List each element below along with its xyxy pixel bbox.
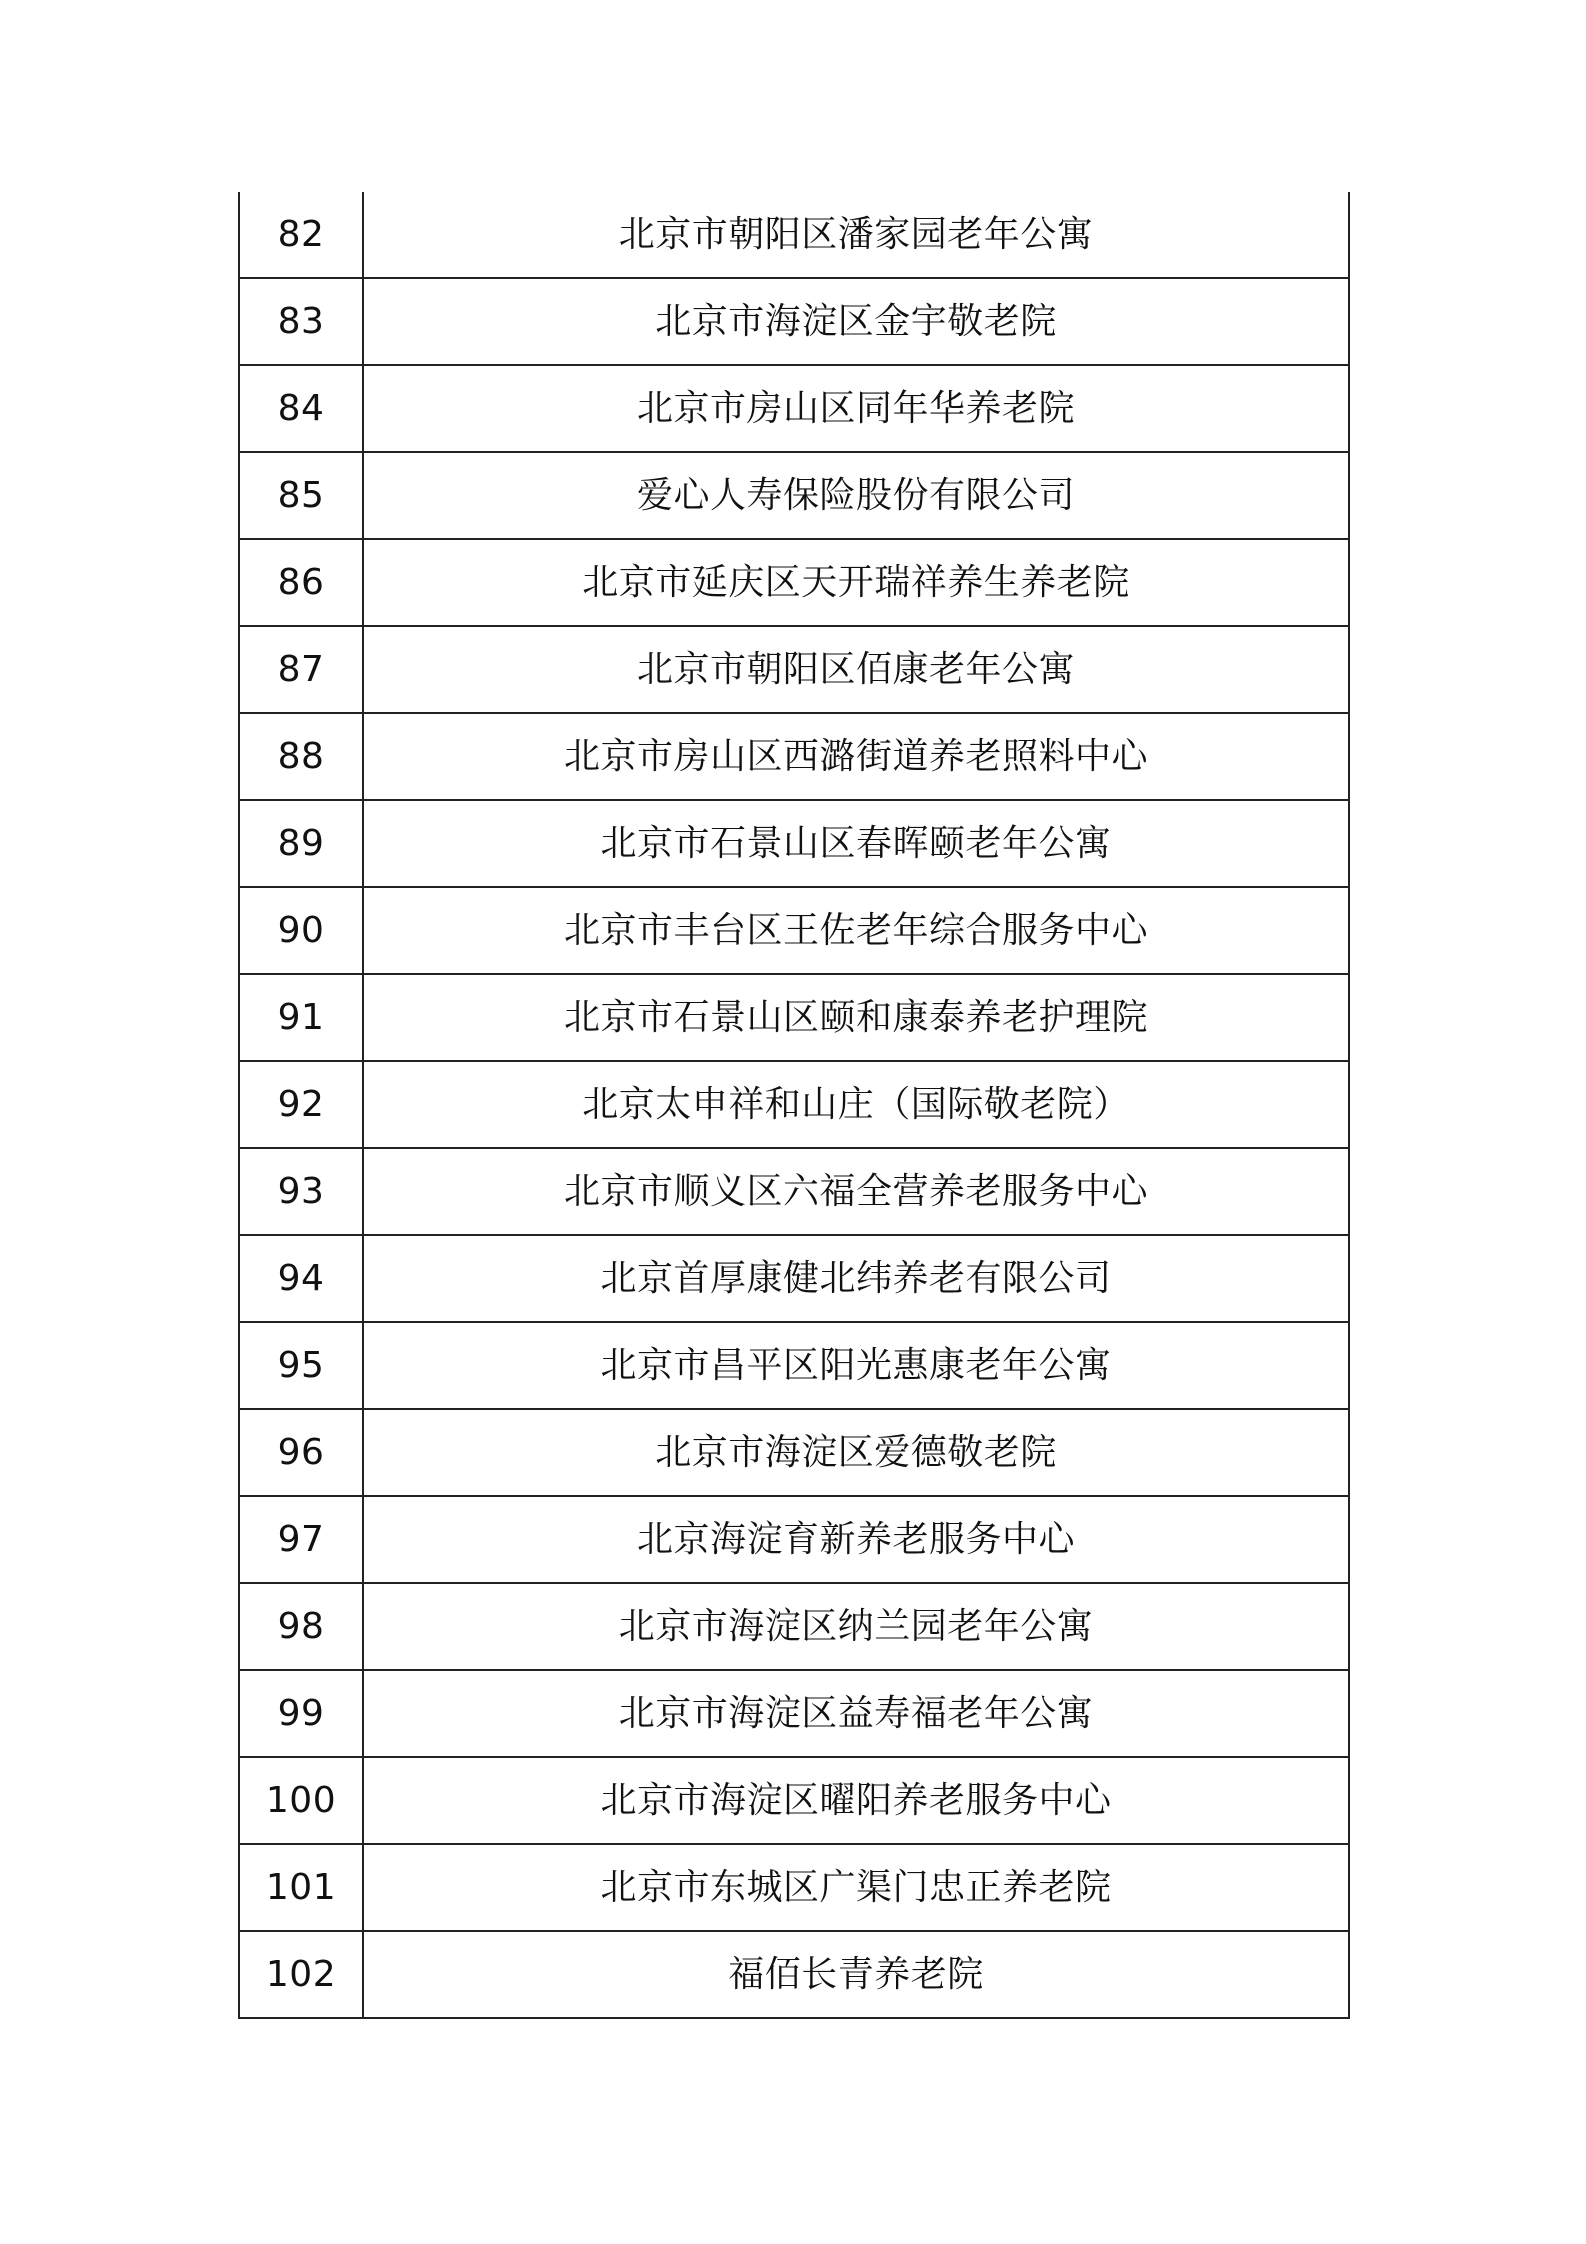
institution-name-cell: 北京首厚康健北纬养老有限公司: [363, 1235, 1349, 1322]
table-row: [239, 1496, 1349, 1583]
institution-name-cell: 北京市海淀区益寿福老年公寓: [363, 1670, 1349, 1757]
institution-name-cell: 北京市丰台区王佐老年综合服务中心: [363, 887, 1349, 974]
table-row: [239, 1409, 1349, 1496]
institution-name-cell: 北京市延庆区天开瑞祥养生养老院: [363, 539, 1349, 626]
row-number-cell: 101: [239, 1844, 363, 1931]
row-number-cell: 85: [239, 452, 363, 539]
institution-name-cell: 北京市东城区广渠门忠正养老院: [363, 1844, 1349, 1931]
institution-name-cell: 北京市昌平区阳光惠康老年公寓: [363, 1322, 1349, 1409]
row-number-cell: 93: [239, 1148, 363, 1235]
row-number-cell: 89: [239, 800, 363, 887]
table-body: [239, 192, 1349, 2018]
table-row: [239, 452, 1349, 539]
table-row: [239, 887, 1349, 974]
institution-name-cell: 爱心人寿保险股份有限公司: [363, 452, 1349, 539]
table-row: [239, 800, 1349, 887]
institution-name-cell: 北京市石景山区春晖颐老年公寓: [363, 800, 1349, 887]
institution-name-cell: 北京市石景山区颐和康泰养老护理院: [363, 974, 1349, 1061]
institution-name-cell: 北京市房山区西潞街道养老照料中心: [363, 713, 1349, 800]
institution-table: [238, 192, 1350, 2019]
table-row: [239, 1844, 1349, 1931]
row-number-cell: 91: [239, 974, 363, 1061]
row-number-cell: 88: [239, 713, 363, 800]
table-row: [239, 1670, 1349, 1757]
row-number-cell: 96: [239, 1409, 363, 1496]
table-row: [239, 1931, 1349, 2018]
row-number-cell: 84: [239, 365, 363, 452]
row-number-cell: 95: [239, 1322, 363, 1409]
row-number-cell: 100: [239, 1757, 363, 1844]
institution-name-cell: 北京市朝阳区佰康老年公寓: [363, 626, 1349, 713]
institution-name-cell: 北京市朝阳区潘家园老年公寓: [363, 192, 1349, 278]
table-row: [239, 1583, 1349, 1670]
table-row: [239, 626, 1349, 713]
institution-name-cell: 北京市顺义区六福全营养老服务中心: [363, 1148, 1349, 1235]
institution-name-cell: 北京市海淀区爱德敬老院: [363, 1409, 1349, 1496]
institution-name-cell: 北京市房山区同年华养老院: [363, 365, 1349, 452]
row-number-cell: 99: [239, 1670, 363, 1757]
row-number-cell: 82: [239, 192, 363, 278]
row-number-cell: 98: [239, 1583, 363, 1670]
table-row: [239, 1148, 1349, 1235]
table-row: [239, 1061, 1349, 1148]
row-number-cell: 94: [239, 1235, 363, 1322]
institution-name-cell: 福佰长青养老院: [363, 1931, 1349, 2018]
table-row: [239, 1322, 1349, 1409]
table-row: [239, 278, 1349, 365]
table-row: [239, 1235, 1349, 1322]
table-row: [239, 974, 1349, 1061]
table-row: [239, 713, 1349, 800]
institution-name-cell: 北京市海淀区纳兰园老年公寓: [363, 1583, 1349, 1670]
row-number-cell: 97: [239, 1496, 363, 1583]
table-row: [239, 365, 1349, 452]
table-row: [239, 1757, 1349, 1844]
row-number-cell: 87: [239, 626, 363, 713]
table-row: [239, 192, 1349, 278]
row-number-cell: 92: [239, 1061, 363, 1148]
institution-name-cell: 北京海淀育新养老服务中心: [363, 1496, 1349, 1583]
row-number-cell: 102: [239, 1931, 363, 2018]
institution-name-cell: 北京市海淀区曜阳养老服务中心: [363, 1757, 1349, 1844]
table-row: [239, 539, 1349, 626]
institution-name-cell: 北京太申祥和山庄（国际敬老院）: [363, 1061, 1349, 1148]
row-number-cell: 83: [239, 278, 363, 365]
row-number-cell: 90: [239, 887, 363, 974]
row-number-cell: 86: [239, 539, 363, 626]
institution-name-cell: 北京市海淀区金宇敬老院: [363, 278, 1349, 365]
